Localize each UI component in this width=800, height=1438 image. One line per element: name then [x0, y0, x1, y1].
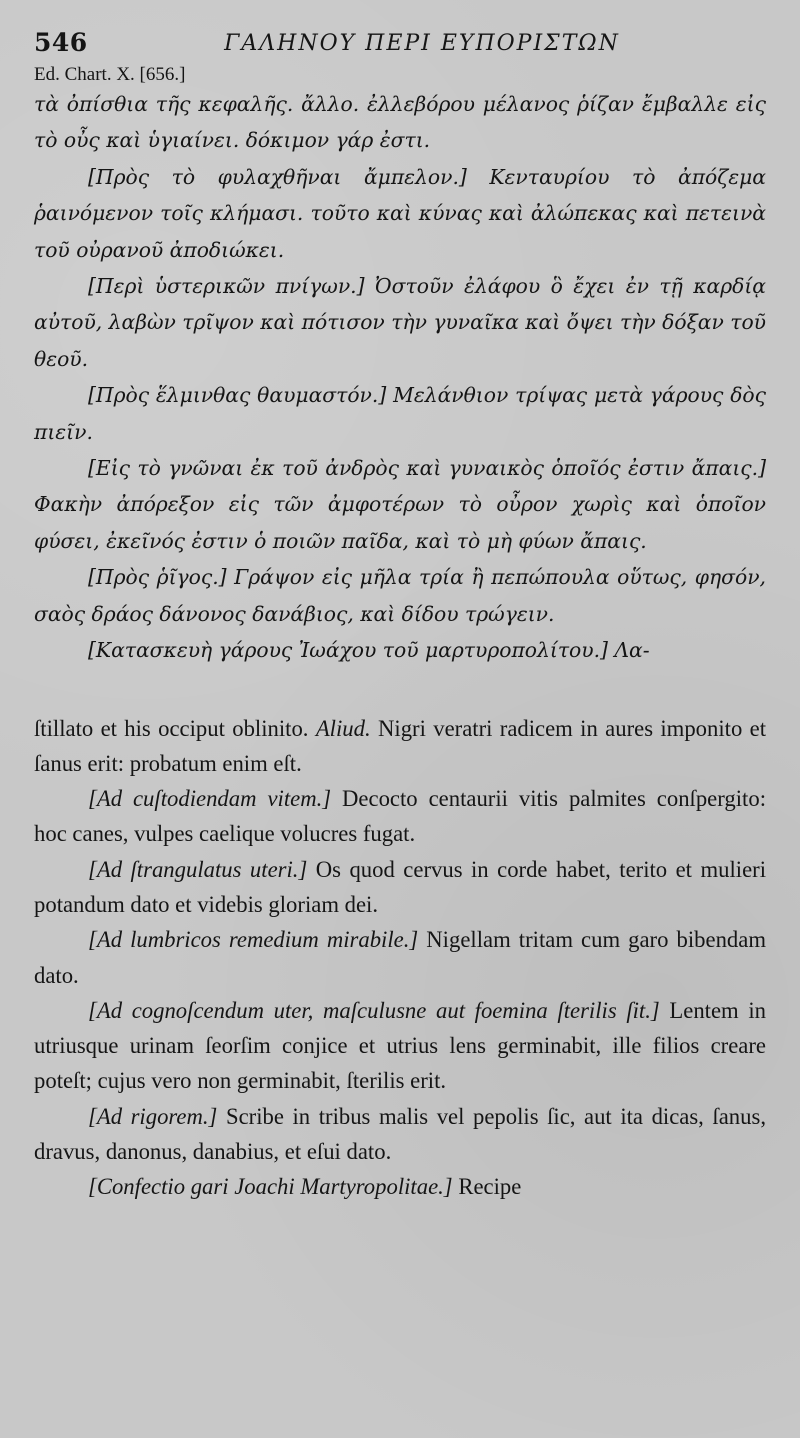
greek-heading: [Εἰς τὸ γνῶναι ἐκ τοῦ ἀνδρὸς καὶ γυναικὸς ὁποῖός ἐστιν ἄπαις.]: [88, 456, 766, 481]
greek-paragraph: [34, 268, 766, 377]
latin-paragraph: [34, 1099, 766, 1170]
latin-heading: [Ad rigorem.]: [88, 1103, 218, 1129]
greek-heading: [Κατασκευὴ γάρους Ἰωάχου τοῦ μαρτυροπολίτου.]: [88, 638, 608, 663]
latin-text: Os quod cervus in corde habet, terito et mulieri potandum dato et videbis gloriam dei.: [34, 856, 766, 917]
greek-text: Ὀστοῦν ἐλάφου ὃ ἔχει ἐν τῇ καρδίᾳ αὐτοῦ, λαβὼν τρῖψον καὶ πότισον τὴν γυναῖκα καὶ ὄψει τὴν δόξαν τοῦ θεοῦ.: [34, 274, 767, 371]
latin-paragraph: [34, 922, 766, 993]
greek-heading: [Πρὸς ῥῖγος.]: [88, 565, 227, 590]
latin-heading: [Ad cuſtodiendam vitem.]: [88, 786, 332, 812]
greek-paragraph: [34, 86, 766, 159]
greek-paragraph: [34, 632, 766, 668]
latin-paragraph: [34, 1169, 766, 1204]
latin-heading: [Ad ſtrangulatus uteri.]: [88, 856, 308, 882]
latin-paragraph: [34, 993, 766, 1099]
greek-paragraph: [34, 559, 766, 632]
latin-text: Lentem in utriusque urinam ſeorſim conjice et utrius lens germinabit, ille filios creare poteſt; cujus vero non germinabit, ſterilis erit.: [34, 997, 767, 1094]
greek-text: Κενταυρίου τὸ ἀπόζεμα ῥαινόμενον τοῖς κλήμασι. τοῦτο καὶ κύνας καὶ ἀλώπεκας καὶ πετεινὰ τοῦ οὐρανοῦ ἀποδιώκει.: [34, 164, 766, 262]
latin-text: Nigellam tritam cum garo bibendam dato.: [34, 927, 766, 988]
edition-reference: Ed. Chart. X. [656.]: [34, 64, 186, 85]
greek-text-block: [34, 86, 766, 669]
latin-paragraph: [34, 711, 766, 782]
running-title: ΓΑΛΗΝΟΥ ΠΕΡΙ ΕΥΠΟΡΙΣΤΩΝ: [224, 31, 620, 56]
latin-text: Nigri veratri radicem in aures imponito et ſanus erit: probatum enim eſt.: [34, 715, 767, 776]
greek-text: Λα-: [614, 638, 650, 663]
latin-italic-text: Aliud.: [315, 715, 371, 741]
page-number: 546: [34, 28, 88, 57]
latin-heading: [Ad cognoſcendum uter, maſculusne aut foemina ſterilis ſit.]: [88, 997, 660, 1023]
latin-heading: [Ad lumbricos remedium mirabile.]: [88, 927, 419, 953]
greek-text: τὰ ὀπίσθια τῆς κεφαλῆς. ἄλλο. ἐλλεβόρου μέλανος ῥίζαν ἔμβαλλε εἰς τὸ οὖς καὶ ὑγιαίνει. δόκιμον γάρ ἐστι.: [34, 92, 766, 153]
page-header: [34, 28, 766, 62]
latin-paragraph: [34, 781, 766, 852]
latin-text: Recipe: [458, 1174, 522, 1200]
greek-text: Μελάνθιον τρίψας μετὰ γάρους δὸς πιεῖν.: [34, 383, 766, 444]
greek-heading: [Περὶ ὑστερικῶν πνίγων.]: [88, 274, 365, 299]
latin-text: Decocto centaurii vitis palmites conſpergito: hoc canes, vulpes caelique volucres fugat.: [34, 786, 766, 847]
greek-paragraph: [34, 159, 766, 268]
greek-paragraph: [34, 450, 766, 559]
latin-text-block: [34, 711, 766, 1205]
greek-paragraph: [34, 377, 766, 450]
latin-paragraph: [34, 852, 766, 923]
latin-text: ſtillato et his occiput oblinito.: [34, 715, 309, 741]
latin-text: Scribe in tribus malis vel pepolis ſic, aut ita dicas, ſanus, dravus, danonus, danabius, et eſui dato.: [34, 1103, 766, 1165]
greek-heading: [Πρὸς ἕλμινθας θαυμαστόν.]: [88, 383, 387, 408]
greek-heading: [Πρὸς τὸ φυλαχθῆναι ἄμπελον.]: [88, 164, 467, 189]
greek-text: Φακὴν ἀπόρεξον εἰς τῶν ἀμφοτέρων τὸ οὖρον χωρὶς καὶ ὁποῖον φύσει, ἐκεῖνός ἐστιν ὁ ποιῶν παῖδα, καὶ τὸ μὴ φύων ἄπαις.: [34, 492, 766, 553]
latin-heading: [Confectio gari Joachi Martyropolitae.]: [88, 1174, 453, 1200]
greek-text: Γράψον εἰς μῆλα τρία ἢ πεπώπουλα οὕτως, φησόν, σαὸς δράος δάνονος δανάβιος, καὶ δίδου τρώγειν.: [34, 565, 766, 626]
